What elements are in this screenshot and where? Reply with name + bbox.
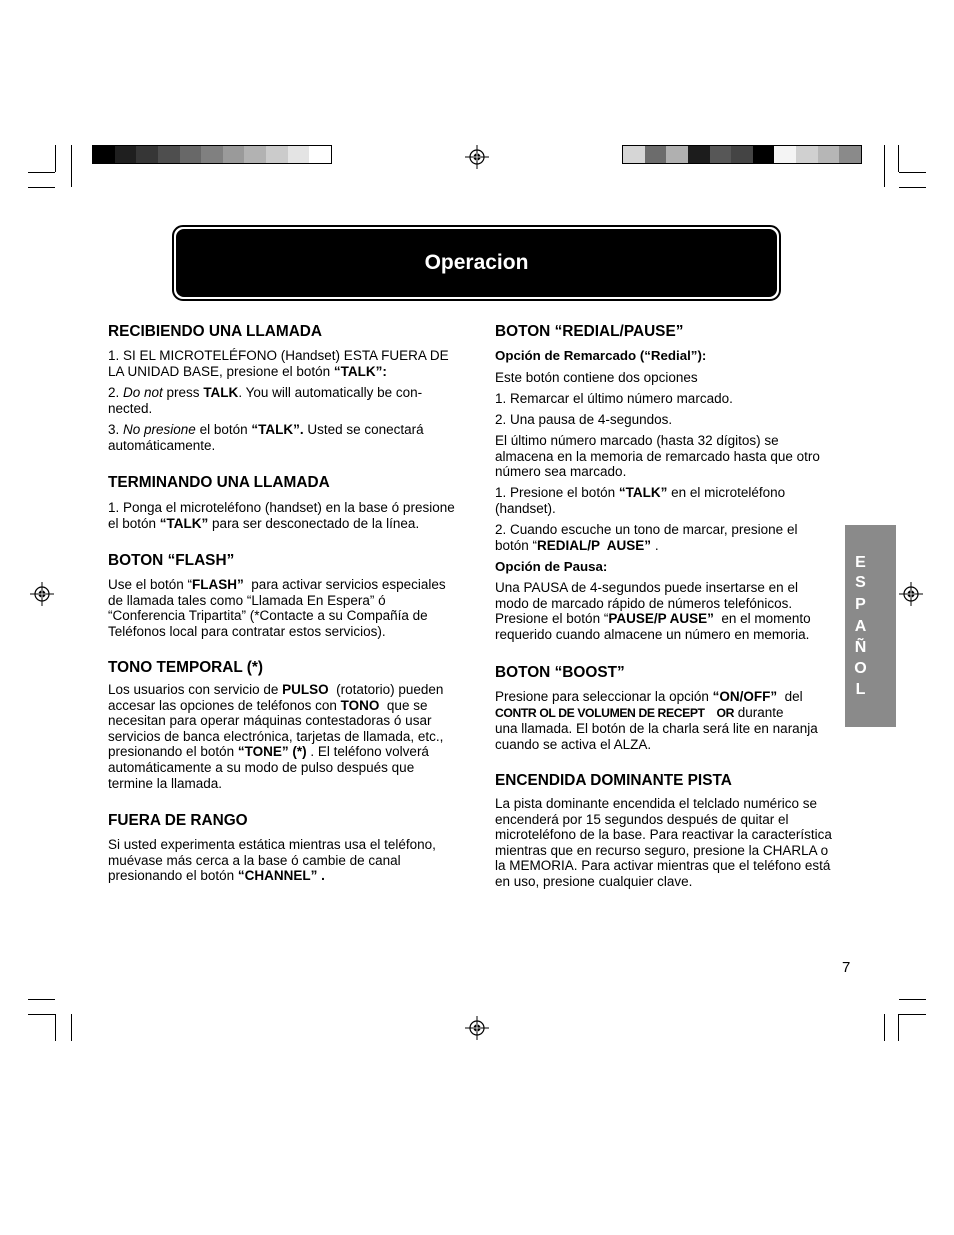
color-swatch	[666, 146, 688, 163]
text-run: del	[784, 689, 803, 704]
section-heading: TONO TEMPORAL (*)	[108, 659, 264, 676]
title-banner	[172, 225, 781, 301]
paragraph	[495, 522, 797, 553]
paragraph	[495, 433, 820, 480]
tab-letter: A	[854, 618, 867, 635]
paragraph	[108, 837, 436, 884]
text-run: para activar servicios especiales de llamada tales como “Llamada En Espera” ó “Conferencia Tripartita” (*Contacte a su Compañía de Teléfonos local para contratar estos servicios).	[108, 577, 446, 639]
section-heading: FUERA DE RANGO	[108, 812, 248, 829]
color-swatch	[774, 146, 796, 163]
crop-mark	[55, 145, 56, 172]
crop-mark	[899, 999, 926, 1000]
paragraph	[108, 682, 443, 791]
italic-text: Do not	[123, 385, 163, 400]
text-run: 3.	[108, 422, 124, 437]
bold-text: REDIAL/P AUSE”	[537, 537, 652, 553]
text-run: 1. Remarcar el último número marcado.	[495, 391, 733, 406]
crop-mark	[28, 187, 55, 188]
tab-letter: E	[855, 554, 866, 571]
section-heading: BOTON “BOOST”	[495, 664, 625, 681]
italic-text: No presione	[123, 422, 196, 437]
condensed-bold-text: CONTR OL DE VOLUMEN DE RECEPT OR	[495, 705, 735, 720]
section-heading: TERMINANDO UNA LLAMADA	[108, 474, 330, 491]
text-run: 2.	[108, 385, 124, 400]
text-run: . You will automatically be con- nected.	[108, 385, 423, 416]
text-run: Este botón contiene dos opciones	[495, 370, 698, 385]
color-swatch	[623, 146, 645, 163]
section-heading: BOTON “FLASH”	[108, 552, 235, 569]
paragraph	[495, 391, 733, 407]
section-heading: BOTON “REDIAL/PAUSE”	[495, 323, 684, 340]
text-run: 2. Una pausa de 4-segundos.	[495, 412, 673, 427]
text-run: Use el botón “	[108, 577, 193, 592]
bold-text: “TALK”:	[333, 363, 387, 379]
bold-text: PULSO	[282, 682, 329, 697]
color-swatch	[266, 146, 288, 163]
text-run: (rotatorio) pueden accesar las opciones de teléfonos con	[108, 682, 444, 713]
crop-mark	[884, 1014, 885, 1041]
text-run: La pista dominante encendida el telclado numérico se encenderá por 15 segundos después de quitar el microteléfono de la base. Para reactivar la característica mientras que en recurso seguro, presione la CHARLA o la MEMORIA. Para activar mientras que el teléfono está en uso, presione cualquier clave.	[495, 796, 832, 889]
paragraph	[495, 412, 672, 428]
bold-text: TALK	[203, 385, 239, 400]
color-swatch	[93, 146, 115, 163]
paragraph	[495, 689, 818, 752]
text-run: 1. Ponga el microteléfono (handset) en la base ó presione el botón	[108, 500, 455, 531]
crop-mark	[898, 1014, 899, 1041]
text-run: Los usuarios con servicio de	[108, 682, 283, 697]
color-swatch	[288, 146, 310, 163]
color-swatch	[180, 146, 202, 163]
text-run: para ser desconectado de la línea.	[208, 515, 420, 531]
crop-mark	[28, 1014, 55, 1015]
color-swatch	[753, 146, 775, 163]
paragraph	[108, 348, 449, 379]
text-run: Presione para seleccionar la opción	[495, 689, 713, 704]
color-swatch	[710, 146, 732, 163]
side-language-tab	[845, 525, 896, 727]
text-run: Si usted experimenta estática mientras usa el teléfono, muévase más cerca a la base ó cambie de canal presionando el botón	[108, 837, 436, 884]
paragraph	[108, 500, 455, 531]
text-run: 1. SI EL MICROTELÉFONO (Handset) ESTA FUERA DE LA UNIDAD BASE, presione el botón	[108, 348, 449, 379]
color-swatch	[115, 146, 137, 163]
bold-text: “TALK”	[159, 515, 209, 531]
registration-mark-icon	[30, 582, 54, 606]
tab-letter: S	[855, 574, 866, 591]
color-bar-right	[622, 145, 862, 164]
text-run: en el microteléfono (handset).	[495, 485, 786, 516]
crop-mark	[898, 145, 899, 172]
text-run: .	[651, 537, 659, 553]
crop-mark	[28, 999, 55, 1000]
color-swatch	[731, 146, 753, 163]
tab-letter: O	[854, 660, 867, 677]
text-run: Una PAUSA de 4-segundos puede insertarse en el modo de marcado rápido de números telefónicos. Presione el botón “	[495, 580, 798, 627]
text-run: durante una llamada. El botón de la charla será lite en naranja cuando se activa el ALZA.	[495, 704, 818, 752]
registration-mark-icon	[465, 1016, 489, 1040]
page-number: 7	[842, 959, 851, 976]
bold-text: TONO	[340, 697, 380, 713]
crop-mark	[28, 172, 55, 173]
text-run: El último número marcado (hasta 32 dígitos) se almacena en la memoria de remarcado hasta que otro número sea marcado.	[495, 433, 820, 480]
color-swatch	[309, 146, 331, 163]
color-swatch	[796, 146, 818, 163]
text-run: en el momento requerido cuando almacene un número en memoria.	[495, 611, 811, 642]
color-swatch	[223, 146, 245, 163]
crop-mark	[71, 1014, 72, 1041]
bold-text: “CHANNEL” .	[237, 868, 325, 884]
paragraph	[108, 422, 424, 453]
bold-text: “ON/OFF”	[712, 689, 778, 704]
color-swatch	[688, 146, 710, 163]
color-swatch	[645, 146, 667, 163]
text-run: 2. Cuando escuche un tono de marcar, presione el botón “	[495, 522, 798, 553]
crop-mark	[55, 1014, 56, 1041]
paragraph	[108, 577, 446, 639]
crop-mark	[899, 172, 926, 173]
paragraph	[495, 796, 832, 890]
bold-text: “TALK”.	[251, 422, 304, 437]
page-title: Operacion	[424, 251, 529, 274]
text-run: . El teléfono volverá automáticamente a su modo de pulso después que termine la llamada.	[108, 744, 429, 791]
color-bar-left	[92, 145, 332, 164]
tab-letter: P	[855, 596, 866, 613]
bold-text: FLASH”	[192, 577, 244, 592]
text-run: 1. Presione el botón	[495, 485, 619, 500]
tab-letter: Ñ	[854, 639, 867, 656]
bold-text: “TALK”	[618, 485, 668, 500]
crop-mark	[71, 145, 72, 187]
crop-mark	[898, 1014, 926, 1015]
text-run: que se necesitan para operar máquinas contestadoras ó usar servicios de banca electrónica, tarjetas de llamada, etc., presionando el botón	[108, 697, 444, 760]
crop-mark	[899, 187, 926, 188]
color-swatch	[158, 146, 180, 163]
section-heading: RECIBIENDO UNA LLAMADA	[108, 323, 323, 340]
color-swatch	[201, 146, 223, 163]
paragraph	[108, 385, 422, 416]
subheading: Opción de Pausa:	[495, 559, 608, 574]
section-heading: ENCENDIDA DOMINANTE PISTA	[495, 772, 732, 789]
text-run: el botón	[195, 422, 252, 437]
color-swatch	[244, 146, 266, 163]
title-banner-fill	[176, 229, 777, 297]
paragraph	[495, 370, 698, 386]
color-swatch	[136, 146, 158, 163]
tab-letter: L	[855, 681, 866, 698]
bold-text: PAUSE/P AUSE”	[608, 611, 714, 627]
registration-mark-icon	[465, 145, 489, 169]
subheading: Opción de Remarcado (“Redial”):	[495, 348, 707, 363]
crop-mark	[884, 145, 885, 187]
paragraph	[495, 485, 785, 516]
text-run: press	[162, 385, 204, 400]
bold-text: “TONE” (*)	[237, 744, 307, 760]
color-swatch	[839, 146, 861, 163]
paragraph	[495, 580, 811, 642]
text-run: Usted se conectará automáticamente.	[108, 422, 424, 453]
color-swatch	[818, 146, 840, 163]
registration-mark-icon	[899, 582, 923, 606]
